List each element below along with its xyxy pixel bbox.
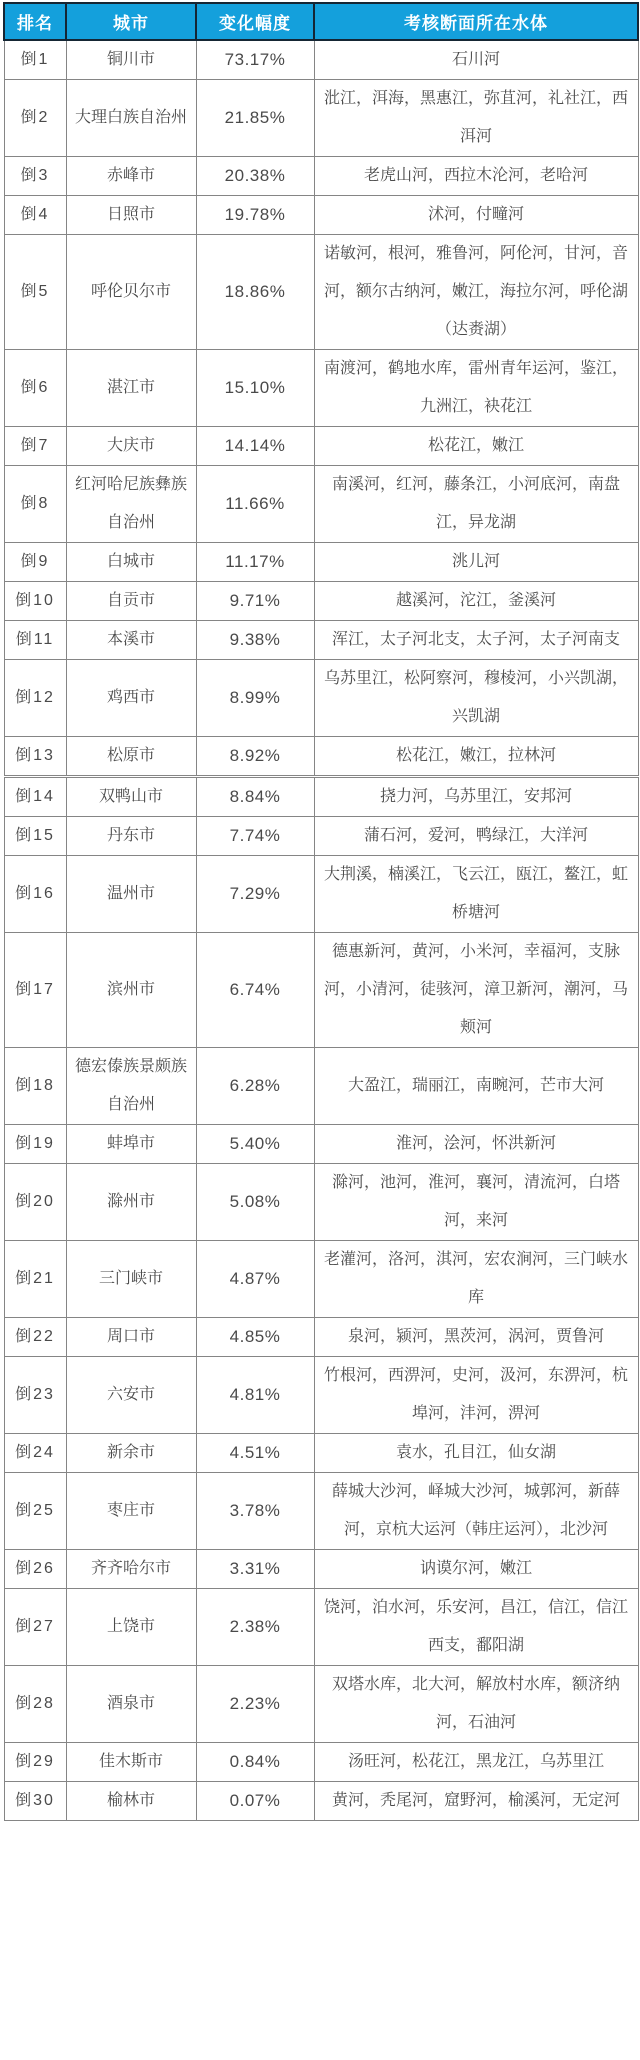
city-cell: 鸡西市 <box>66 660 196 737</box>
change-cell: 21.85% <box>196 80 314 157</box>
water-cell: 竹根河，西淠河，史河，汲河，东淠河，杭埠河，沣河，淠河 <box>314 1357 638 1434</box>
city-cell: 德宏傣族景颇族自治州 <box>66 1048 196 1125</box>
table-row <box>4 1125 638 1164</box>
water-cell: 浑江，太子河北支，太子河，太子河南支 <box>314 621 638 660</box>
water-cell: 沭河，付疃河 <box>314 196 638 235</box>
change-cell: 19.78% <box>196 196 314 235</box>
city-cell: 松原市 <box>66 737 196 777</box>
table-row <box>4 1318 638 1357</box>
change-cell: 14.14% <box>196 427 314 466</box>
table-row <box>4 621 638 660</box>
city-cell: 新余市 <box>66 1434 196 1473</box>
table-body <box>4 40 638 1821</box>
rank-cell: 倒30 <box>4 1782 66 1821</box>
table-row <box>4 543 638 582</box>
city-cell: 上饶市 <box>66 1589 196 1666</box>
change-cell: 0.84% <box>196 1743 314 1782</box>
city-cell: 大庆市 <box>66 427 196 466</box>
change-cell: 4.85% <box>196 1318 314 1357</box>
rank-cell: 倒1 <box>4 40 66 80</box>
rank-cell: 倒14 <box>4 777 66 817</box>
city-cell: 酒泉市 <box>66 1666 196 1743</box>
water-cell: 大荆溪，楠溪江，飞云江，瓯江，鳌江，虹桥塘河 <box>314 856 638 933</box>
water-cell: 南渡河，鹤地水库，雷州青年运河，鉴江，九洲江，袂花江 <box>314 350 638 427</box>
change-cell: 0.07% <box>196 1782 314 1821</box>
city-cell: 赤峰市 <box>66 157 196 196</box>
table-row <box>4 660 638 737</box>
rank-cell: 倒28 <box>4 1666 66 1743</box>
table-row <box>4 466 638 543</box>
change-cell: 9.71% <box>196 582 314 621</box>
header-change-magnitude: 变化幅度 <box>196 3 314 40</box>
water-cell: 袁水，孔目江，仙女湖 <box>314 1434 638 1473</box>
table-row <box>4 80 638 157</box>
table-row <box>4 350 638 427</box>
water-cell: 泉河，颍河，黑茨河，涡河，贾鲁河 <box>314 1318 638 1357</box>
water-cell: 滁河，池河，淮河，襄河，清流河，白塔河，来河 <box>314 1164 638 1241</box>
table-row <box>4 856 638 933</box>
rank-cell: 倒24 <box>4 1434 66 1473</box>
change-cell: 6.28% <box>196 1048 314 1125</box>
rank-cell: 倒6 <box>4 350 66 427</box>
city-cell: 滨州市 <box>66 933 196 1048</box>
header-waterbody: 考核断面所在水体 <box>314 3 638 40</box>
city-cell: 红河哈尼族彝族自治州 <box>66 466 196 543</box>
header-rank: 排名 <box>4 3 66 40</box>
table-row <box>4 1048 638 1125</box>
change-cell: 18.86% <box>196 235 314 350</box>
change-cell: 3.31% <box>196 1550 314 1589</box>
table-row <box>4 157 638 196</box>
change-cell: 5.08% <box>196 1164 314 1241</box>
city-water-quality-ranking-table <box>3 2 639 1821</box>
water-cell: 淮河，浍河，怀洪新河 <box>314 1125 638 1164</box>
change-cell: 2.38% <box>196 1589 314 1666</box>
change-cell: 20.38% <box>196 157 314 196</box>
change-cell: 15.10% <box>196 350 314 427</box>
table-row <box>4 1357 638 1434</box>
change-cell: 4.81% <box>196 1357 314 1434</box>
water-cell: 石川河 <box>314 40 638 80</box>
change-cell: 8.84% <box>196 777 314 817</box>
table-row <box>4 817 638 856</box>
change-cell: 8.92% <box>196 737 314 777</box>
rank-cell: 倒4 <box>4 196 66 235</box>
water-cell: 松花江，嫩江 <box>314 427 638 466</box>
city-cell: 榆林市 <box>66 1782 196 1821</box>
change-cell: 6.74% <box>196 933 314 1048</box>
rank-cell: 倒23 <box>4 1357 66 1434</box>
change-cell: 7.74% <box>196 817 314 856</box>
city-cell: 枣庄市 <box>66 1473 196 1550</box>
city-cell: 铜川市 <box>66 40 196 80</box>
water-cell: 老虎山河，西拉木沦河，老哈河 <box>314 157 638 196</box>
rank-cell: 倒2 <box>4 80 66 157</box>
city-cell: 佳木斯市 <box>66 1743 196 1782</box>
rank-cell: 倒17 <box>4 933 66 1048</box>
table-row <box>4 1241 638 1318</box>
rank-cell: 倒12 <box>4 660 66 737</box>
rank-cell: 倒22 <box>4 1318 66 1357</box>
table-row <box>4 1666 638 1743</box>
table-row <box>4 40 638 80</box>
rank-cell: 倒8 <box>4 466 66 543</box>
table-row <box>4 196 638 235</box>
city-cell: 湛江市 <box>66 350 196 427</box>
rank-cell: 倒10 <box>4 582 66 621</box>
table-row <box>4 1164 638 1241</box>
water-cell: 汤旺河，松花江，黑龙江，乌苏里江 <box>314 1743 638 1782</box>
rank-cell: 倒18 <box>4 1048 66 1125</box>
water-cell: 松花江，嫩江，拉林河 <box>314 737 638 777</box>
change-cell: 73.17% <box>196 40 314 80</box>
water-cell: 双塔水库，北大河，解放村水库，额济纳河，石油河 <box>314 1666 638 1743</box>
water-cell: 洮儿河 <box>314 543 638 582</box>
rank-cell: 倒21 <box>4 1241 66 1318</box>
water-cell: 饶河，泊水河，乐安河，昌江，信江，信江西支，鄱阳湖 <box>314 1589 638 1666</box>
city-cell: 大理白族自治州 <box>66 80 196 157</box>
table-row <box>4 427 638 466</box>
table-row <box>4 1434 638 1473</box>
table-row <box>4 1743 638 1782</box>
water-cell: 黄河，秃尾河，窟野河，榆溪河，无定河 <box>314 1782 638 1821</box>
table-row <box>4 933 638 1048</box>
change-cell: 4.51% <box>196 1434 314 1473</box>
water-cell: 德惠新河，黄河，小米河，幸福河，支脉河，小清河，徒骇河，漳卫新河，潮河，马颊河 <box>314 933 638 1048</box>
city-cell: 温州市 <box>66 856 196 933</box>
table-row <box>4 777 638 817</box>
rank-cell: 倒16 <box>4 856 66 933</box>
change-cell: 7.29% <box>196 856 314 933</box>
table-row <box>4 582 638 621</box>
rank-cell: 倒15 <box>4 817 66 856</box>
water-cell: 越溪河，沱江，釜溪河 <box>314 582 638 621</box>
rank-cell: 倒20 <box>4 1164 66 1241</box>
table-row <box>4 1473 638 1550</box>
water-cell: 薛城大沙河，峄城大沙河，城郭河，新薛河，京杭大运河（韩庄运河），北沙河 <box>314 1473 638 1550</box>
rank-cell: 倒7 <box>4 427 66 466</box>
rank-cell: 倒5 <box>4 235 66 350</box>
city-cell: 呼伦贝尔市 <box>66 235 196 350</box>
rank-cell: 倒19 <box>4 1125 66 1164</box>
header-city: 城市 <box>66 3 196 40</box>
rank-cell: 倒3 <box>4 157 66 196</box>
city-cell: 日照市 <box>66 196 196 235</box>
water-cell: 南溪河，红河，藤条江，小河底河，南盘江，异龙湖 <box>314 466 638 543</box>
water-cell: 沘江，洱海，黑惠江，弥苴河，礼社江，西洱河 <box>314 80 638 157</box>
table-row <box>4 1782 638 1821</box>
city-cell: 齐齐哈尔市 <box>66 1550 196 1589</box>
city-cell: 三门峡市 <box>66 1241 196 1318</box>
city-cell: 自贡市 <box>66 582 196 621</box>
water-cell: 诺敏河，根河，雅鲁河，阿伦河，甘河，音河，额尔古纳河，嫩江，海拉尔河，呼伦湖（达赉湖） <box>314 235 638 350</box>
water-cell: 大盈江，瑞丽江，南畹河，芒市大河 <box>314 1048 638 1125</box>
table-row <box>4 737 638 777</box>
city-cell: 丹东市 <box>66 817 196 856</box>
change-cell: 9.38% <box>196 621 314 660</box>
water-cell: 老灌河，洛河，淇河，宏农涧河，三门峡水库 <box>314 1241 638 1318</box>
water-cell: 乌苏里江，松阿察河，穆棱河，小兴凯湖，兴凯湖 <box>314 660 638 737</box>
city-cell: 本溪市 <box>66 621 196 660</box>
water-cell: 蒲石河，爱河，鸭绿江，大洋河 <box>314 817 638 856</box>
table-row <box>4 235 638 350</box>
city-cell: 六安市 <box>66 1357 196 1434</box>
change-cell: 11.66% <box>196 466 314 543</box>
change-cell: 5.40% <box>196 1125 314 1164</box>
table-row <box>4 1589 638 1666</box>
table-row <box>4 1550 638 1589</box>
rank-cell: 倒26 <box>4 1550 66 1589</box>
rank-cell: 倒13 <box>4 737 66 777</box>
change-cell: 8.99% <box>196 660 314 737</box>
city-cell: 白城市 <box>66 543 196 582</box>
change-cell: 4.87% <box>196 1241 314 1318</box>
city-cell: 蚌埠市 <box>66 1125 196 1164</box>
rank-cell: 倒11 <box>4 621 66 660</box>
change-cell: 3.78% <box>196 1473 314 1550</box>
rank-cell: 倒9 <box>4 543 66 582</box>
rank-cell: 倒29 <box>4 1743 66 1782</box>
rank-cell: 倒25 <box>4 1473 66 1550</box>
city-cell: 周口市 <box>66 1318 196 1357</box>
header-row <box>4 3 638 40</box>
city-cell: 双鸭山市 <box>66 777 196 817</box>
change-cell: 2.23% <box>196 1666 314 1743</box>
water-cell: 讷谟尔河，嫩江 <box>314 1550 638 1589</box>
water-cell: 挠力河，乌苏里江，安邦河 <box>314 777 638 817</box>
change-cell: 11.17% <box>196 543 314 582</box>
city-cell: 滁州市 <box>66 1164 196 1241</box>
rank-cell: 倒27 <box>4 1589 66 1666</box>
